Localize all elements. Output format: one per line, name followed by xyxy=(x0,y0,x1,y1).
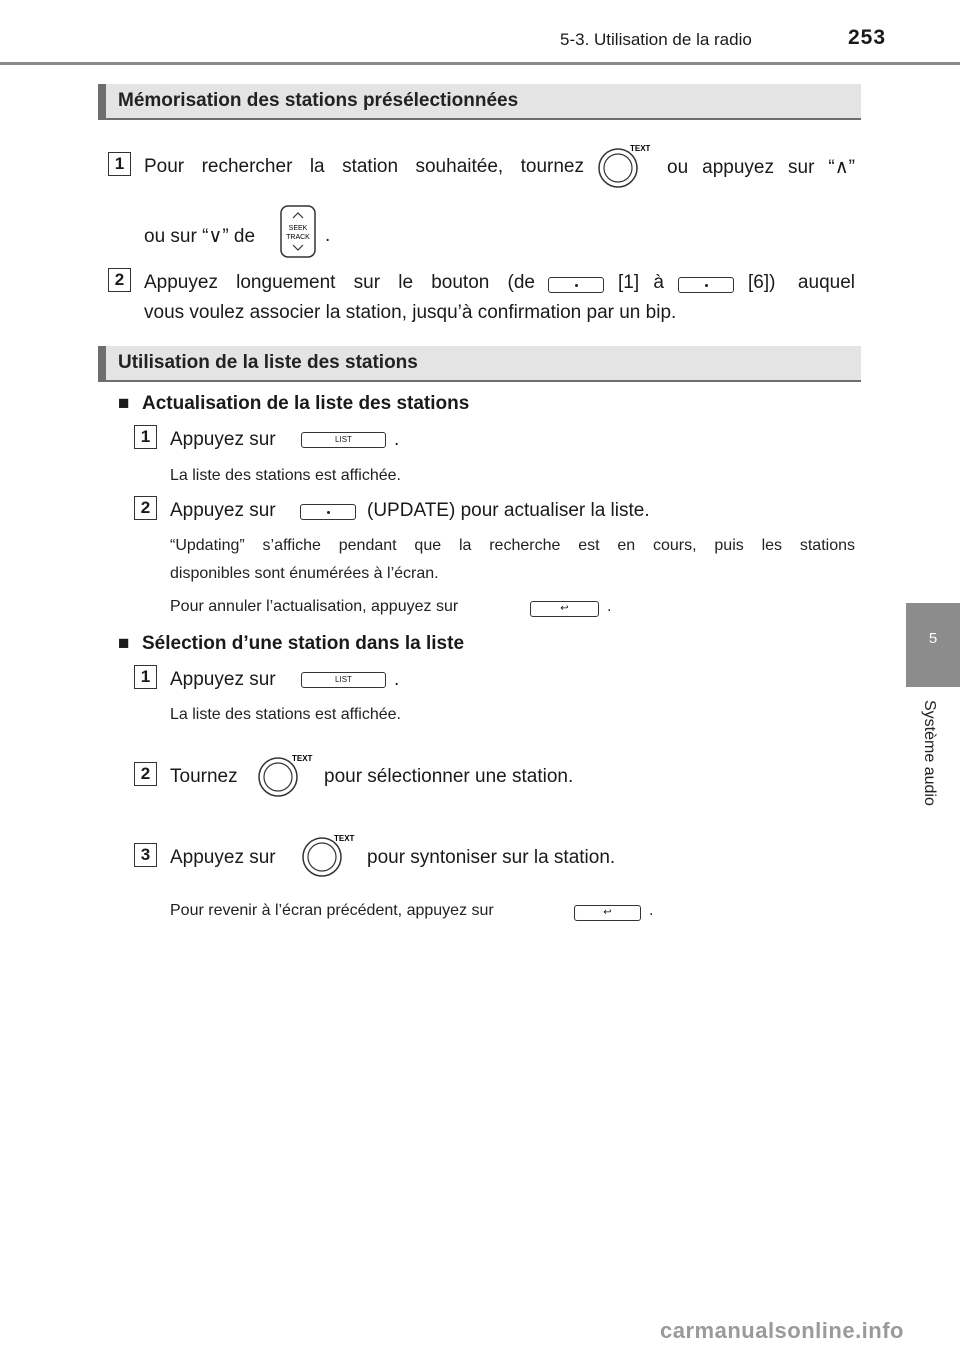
bullet-icon: ■ xyxy=(118,633,130,654)
tune-knob-icon xyxy=(254,752,314,802)
step-note: La liste des stations est affichée. xyxy=(170,706,401,723)
header-rule xyxy=(0,62,960,65)
step-number: 2 xyxy=(134,496,157,520)
step-text: ou sur “∨” de xyxy=(144,226,256,247)
chapter-tab-label: Système audio xyxy=(921,700,938,806)
list-button-icon: LIST xyxy=(301,432,386,448)
step-number: 2 xyxy=(134,762,157,786)
step-text: . xyxy=(394,429,400,450)
back-button-icon: ↩ xyxy=(574,905,641,921)
step-text: (UPDATE) pour actualiser la liste. xyxy=(367,500,650,521)
back-button-icon: ↩ xyxy=(530,601,599,617)
list-button-icon: LIST xyxy=(301,672,386,688)
step-text: Appuyez sur xyxy=(170,429,276,450)
step-note: Pour annuler l’actualisation, appuyez sur xyxy=(170,598,459,615)
step-note: disponibles sont énumérées à l’écran. xyxy=(170,565,439,582)
step-text: . xyxy=(325,225,331,246)
step-text: Appuyez sur xyxy=(170,500,276,521)
knob-text-label: TEXT xyxy=(630,144,650,153)
preset-button-icon xyxy=(548,277,604,293)
preset-button-icon xyxy=(300,504,356,520)
subsection-title: Sélection d’une station dans la liste xyxy=(142,633,465,654)
tune-knob-icon xyxy=(594,142,650,192)
step-text: [1] à xyxy=(618,272,664,293)
seek-track-button-icon xyxy=(278,204,318,260)
step-number: 1 xyxy=(134,425,157,449)
step-note: La liste des stations est affichée. xyxy=(170,467,401,484)
svg-text:TRACK: TRACK xyxy=(286,234,310,241)
step-note: . xyxy=(607,598,612,615)
bullet-icon: ■ xyxy=(118,393,130,414)
step-note: . xyxy=(649,902,654,919)
tune-knob-icon xyxy=(298,832,358,882)
step-text: vous voulez associer la station, jusqu’à confirmation par un bip. xyxy=(144,302,677,323)
step-text: pour syntoniser sur la station. xyxy=(367,847,616,868)
running-header: 5-3. Utilisation de la radio xyxy=(560,30,752,49)
step-text: Tournez xyxy=(170,766,238,787)
step-text: ou appuyez sur “∧” xyxy=(667,157,855,178)
step-text: Appuyez sur xyxy=(170,669,276,690)
step-text: . xyxy=(394,669,400,690)
subsection-title: Actualisation de la liste des stations xyxy=(142,393,470,414)
step-number: 3 xyxy=(134,843,157,867)
svg-text:TEXT: TEXT xyxy=(292,754,313,763)
section-title: Utilisation de la liste des stations xyxy=(118,352,418,373)
step-note: Pour revenir à l’écran précédent, appuyez sur xyxy=(170,902,494,919)
step-number: 1 xyxy=(134,665,157,689)
chapter-tab-number: 5 xyxy=(928,630,938,647)
section-header-station-list xyxy=(98,346,861,380)
preset-button-icon xyxy=(678,277,734,293)
step-text: pour sélectionner une station. xyxy=(324,766,574,787)
svg-text:TEXT: TEXT xyxy=(334,834,355,843)
section-header-presets xyxy=(98,84,861,118)
section-title: Mémorisation des stations présélectionnées xyxy=(118,90,519,111)
watermark: carmanualsonline.info xyxy=(660,1318,904,1343)
step-text: Pour rechercher la station souhaitée, tournez xyxy=(144,156,584,177)
step-text: Appuyez sur xyxy=(170,847,276,868)
step-text: Appuyez longuement sur le bouton (de xyxy=(144,272,535,293)
step-number: 1 xyxy=(108,152,131,176)
step-note: “Updating” s’affiche pendant que la recherche est en cours, puis les stations xyxy=(170,537,855,554)
page-number: 253 xyxy=(848,26,887,49)
svg-text:SEEK: SEEK xyxy=(288,225,308,232)
step-text: [6]) auquel xyxy=(748,272,855,293)
step-number: 2 xyxy=(108,268,131,292)
